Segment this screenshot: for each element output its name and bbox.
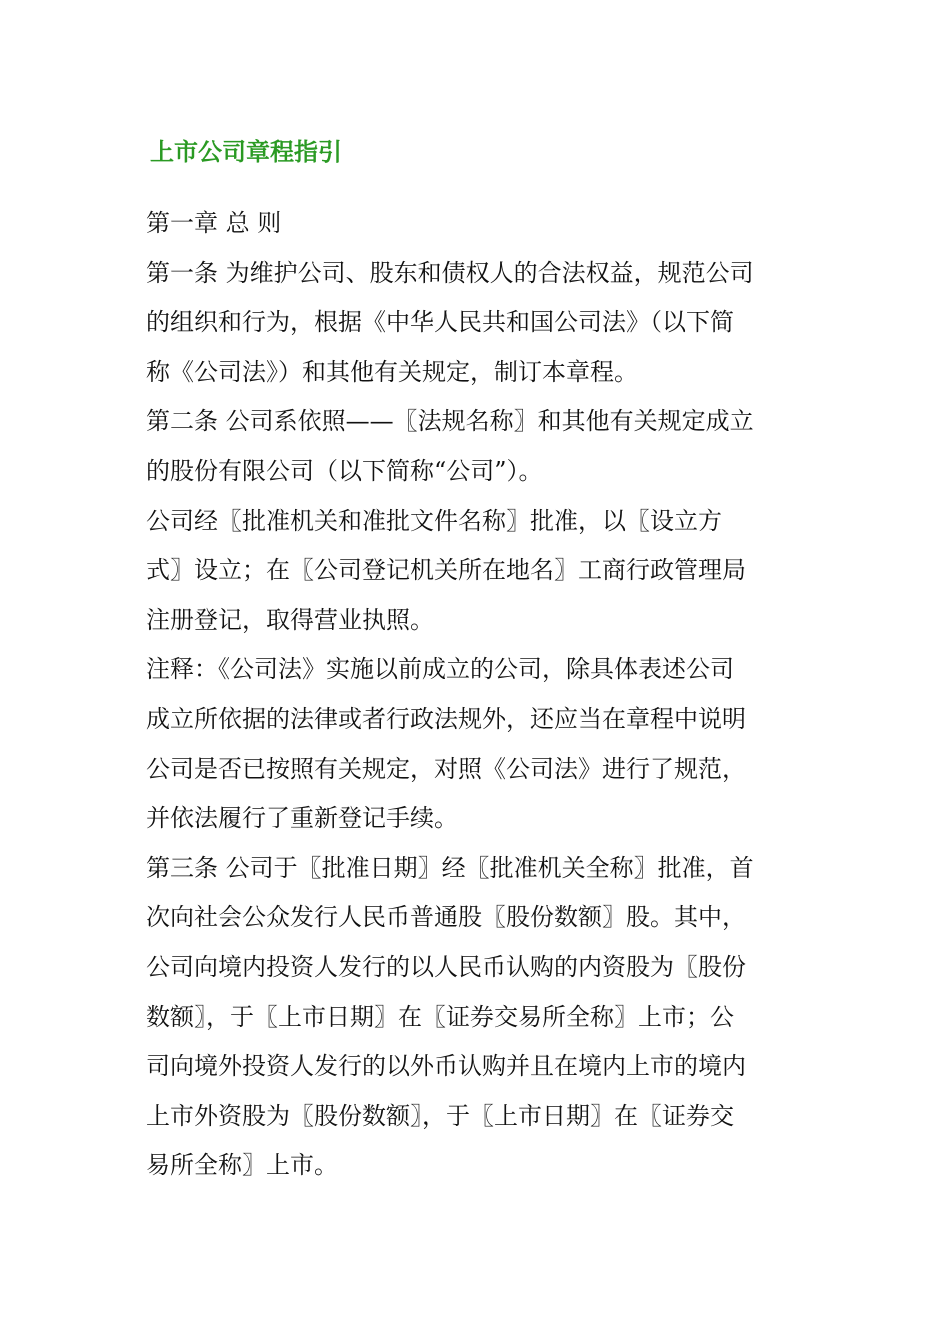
document-body	[146, 199, 806, 1191]
chapter-heading: 第一章 总 则	[146, 209, 282, 237]
note-line-4: 并依法履行了重新登记手续。	[146, 804, 458, 833]
article-1-line-1: 第一条 为维护公司、股东和债权人的合法权益，规范公司	[146, 258, 754, 287]
document-title: 上市公司章程指引	[150, 138, 342, 166]
note-line-1: 注释：《公司法》实施以前成立的公司，除具体表述公司	[146, 655, 734, 684]
article-3-line-5: 司向境外投资人发行的以外币认购并且在境内上市的境内	[146, 1052, 746, 1081]
article-2-line-1: 第二条 公司系依照——〖法规名称〗和其他有关规定成立	[146, 407, 754, 436]
article-3-line-3: 公司向境内投资人发行的以人民币认购的内资股为〖股份	[146, 952, 746, 981]
note-line-2: 成立所依据的法律或者行政法规外，还应当在章程中说明	[146, 704, 746, 733]
paragraph-approval-line-2: 式〗设立；在〖公司登记机关所在地名〗工商行政管理局	[146, 556, 746, 585]
article-3-line-6: 上市外资股为〖股份数额〗，于〖上市日期〗在〖证券交	[146, 1101, 734, 1130]
paragraph-approval-line-3: 注册登记，取得营业执照。	[146, 605, 434, 634]
article-3-line-1: 第三条 公司于〖批准日期〗经〖批准机关全称〗批准，首	[146, 853, 754, 882]
paragraph-approval-line-1: 公司经〖批准机关和准批文件名称〗批准，以〖设立方	[146, 506, 722, 535]
article-2-line-2: 的股份有限公司（以下简称“公司”）。	[146, 456, 543, 485]
article-1-line-3: 称《公司法》）和其他有关规定，制订本章程。	[146, 357, 638, 386]
article-3-line-2: 次向社会公众发行人民币普通股〖股份数额〗股。其中，	[146, 903, 746, 932]
article-1-line-2: 的组织和行为，根据《中华人民共和国公司法》（以下简	[146, 308, 734, 337]
article-3-line-4: 数额〗，于〖上市日期〗在〖证券交易所全称〗上市；公	[146, 1002, 734, 1031]
note-line-3: 公司是否已按照有关规定，对照《公司法》进行了规范，	[146, 754, 746, 783]
article-3-line-7: 易所全称〗上市。	[146, 1151, 338, 1180]
